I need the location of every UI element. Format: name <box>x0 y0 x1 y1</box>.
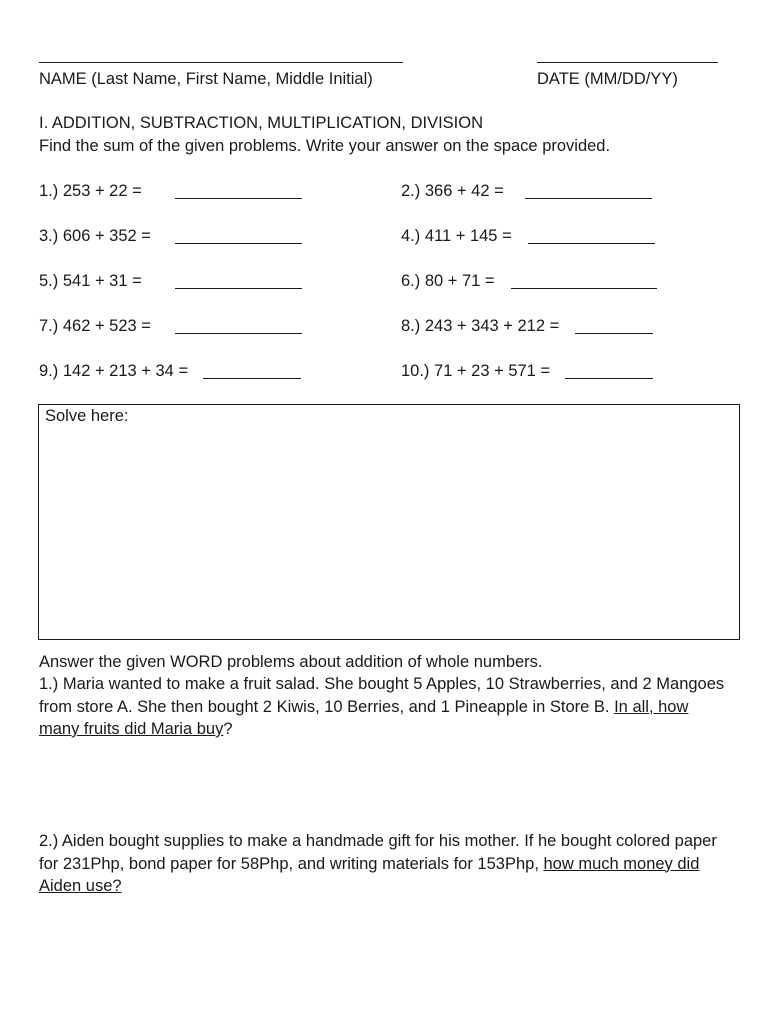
answer-blank-5[interactable] <box>175 288 302 289</box>
problem-9-text: 9.) 142 + 213 + 34 = <box>39 362 189 380</box>
answer-blank-2[interactable] <box>525 198 652 199</box>
problem-2-text: 2.) 366 + 42 = <box>401 182 504 200</box>
answer-blank-9[interactable] <box>203 378 301 379</box>
problem-7-text: 7.) 462 + 523 = <box>39 317 151 335</box>
answer-blank-3[interactable] <box>175 243 302 244</box>
problem-2 <box>401 181 504 201</box>
section-title: I. ADDITION, SUBTRACTION, MULTIPLICATION, DIVISION <box>39 114 484 132</box>
answer-blank-4[interactable] <box>528 243 655 244</box>
date-line[interactable] <box>537 62 718 63</box>
answer-blank-7[interactable] <box>175 333 302 334</box>
problem-5-text: 5.) 541 + 31 = <box>39 272 142 290</box>
section-instruction: Find the sum of the given problems. Write your answer on the space provided. <box>39 137 611 155</box>
answer-blank-6[interactable] <box>511 288 657 289</box>
word-problem-1-text: 1.) Maria wanted to make a fruit salad. She bought 5 Apples, 10 Strawberries, and 2 Mangoes from store A. She then bought 2 Kiwis, 10 Berries, and 1 Pineapple in Store B. <box>39 675 725 716</box>
word-problems-intro: Answer the given WORD problems about addition of whole numbers. <box>39 653 543 671</box>
problem-10 <box>401 361 550 381</box>
word-problem-1-end: ? <box>223 720 233 738</box>
problem-3-text: 3.) 606 + 352 = <box>39 227 151 245</box>
problem-5 <box>39 271 142 291</box>
name-line[interactable] <box>39 62 403 63</box>
problem-8-text: 8.) 243 + 343 + 212 = <box>401 317 560 335</box>
problem-4 <box>401 226 512 246</box>
problem-1-text: 1.) 253 + 22 = <box>39 182 142 200</box>
problem-8 <box>401 316 559 336</box>
problem-1 <box>39 181 142 201</box>
name-label: NAME (Last Name, First Name, Middle Initial) <box>39 70 373 88</box>
word-problem-1 <box>39 673 729 741</box>
word-problem-1-question: In all, how many fruits did Maria buy <box>39 697 689 738</box>
answer-blank-1[interactable] <box>175 198 302 199</box>
solve-box[interactable] <box>38 404 740 640</box>
answer-blank-8[interactable] <box>575 333 653 334</box>
solve-label: Solve here: <box>45 407 129 425</box>
problem-6 <box>401 271 495 291</box>
problem-4-text: 4.) 411 + 145 = <box>401 227 512 245</box>
word-problem-2 <box>39 830 729 898</box>
problem-6-text: 6.) 80 + 71 = <box>401 272 495 290</box>
date-label: DATE (MM/DD/YY) <box>537 70 678 88</box>
problem-10-text: 10.) 71 + 23 + 571 = <box>401 362 551 380</box>
answer-blank-10[interactable] <box>565 378 653 379</box>
problem-9 <box>39 361 188 381</box>
problem-3 <box>39 226 151 246</box>
word-problem-2-text: 2.) Aiden bought supplies to make a handmade gift for his mother. If he bought colored paper for 231Php, bond paper for 58Php, and writing materials for 153Php, <box>39 832 717 873</box>
problem-7 <box>39 316 151 336</box>
word-problem-2-question: how much money did Aiden use? <box>39 854 700 895</box>
